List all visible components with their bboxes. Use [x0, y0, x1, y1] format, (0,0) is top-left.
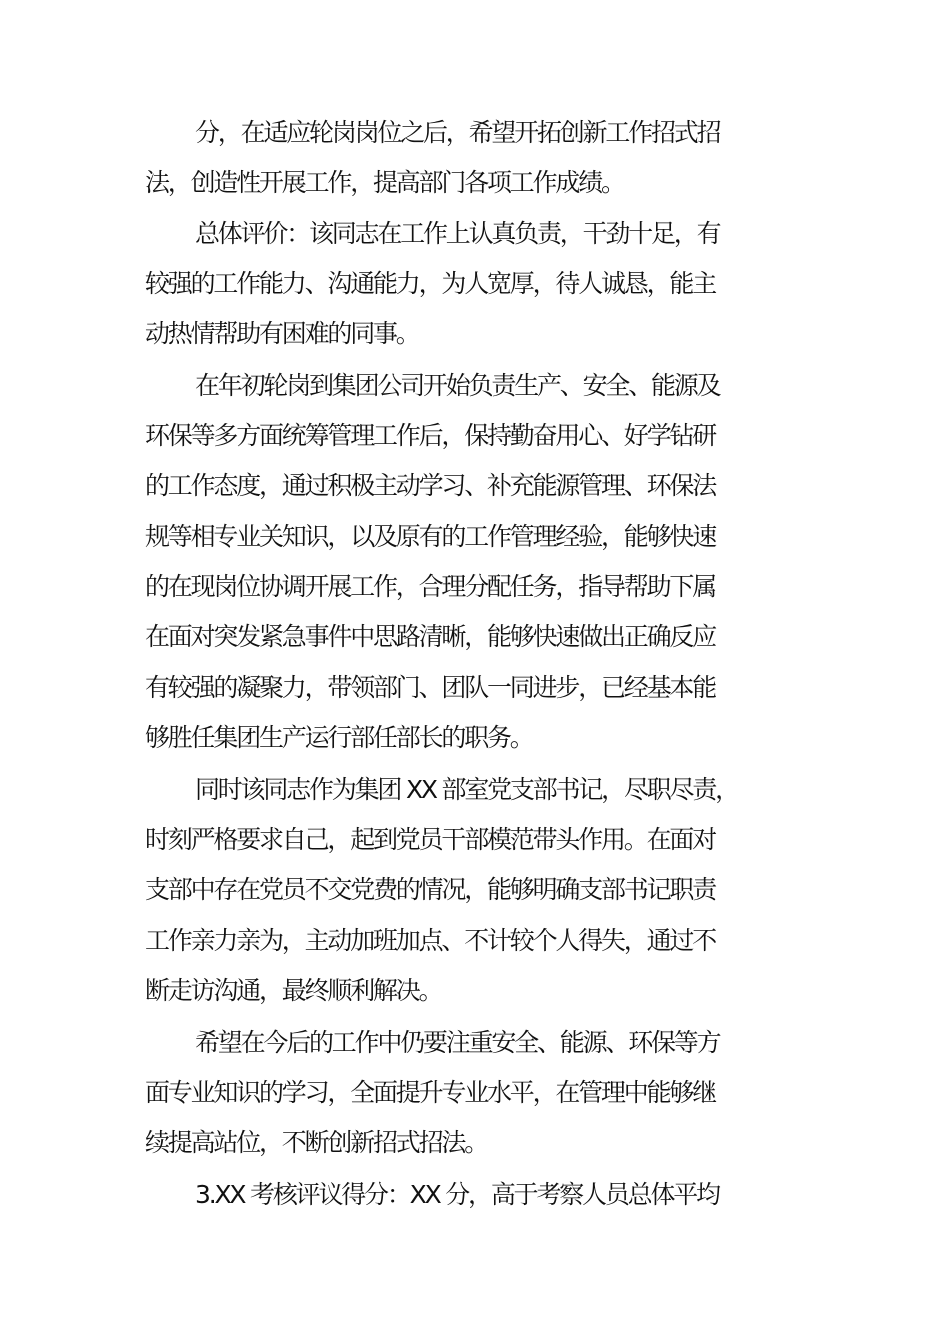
text-line-20: 面专业知识的学习，全面提升专业水平，在管理中能够继 — [145, 1078, 716, 1107]
text-line-11: 在面对突发紧急事件中思路清晰，能够快速做出正确反应 — [145, 622, 716, 651]
text-line-22: 3.XX 考核评议得分：XX 分，高于考察人员总体平均 — [195, 1180, 719, 1209]
text-line-3: 总体评价：该同志在工作上认真负责，干劲十足，有 — [195, 219, 720, 248]
text-line-7: 环保等多方面统筹管理工作后，保持勤奋用心、好学钻研 — [145, 421, 716, 450]
text-line-14: 同时该同志作为集团 XX 部室党支部书记，尽职尽责， — [195, 775, 738, 804]
text-line-10: 的在现岗位协调开展工作，合理分配任务，指导帮助下属 — [145, 572, 716, 601]
text-line-12: 有较强的凝聚力，带领部门、团队一同进步，已经基本能 — [145, 673, 716, 702]
text-line-13: 够胜任集团生产运行部任部长的职务。 — [145, 723, 533, 752]
text-line-15: 时刻严格要求自己，起到党员干部模范带头作用。在面对 — [145, 825, 716, 854]
text-line-4: 较强的工作能力、沟通能力，为人宽厚，待人诚恳，能主 — [145, 269, 716, 298]
text-line-18: 断走访沟通，最终顺利解决。 — [145, 976, 442, 1005]
text-line-5: 动热情帮助有困难的同事。 — [145, 319, 419, 348]
text-line-19: 希望在今后的工作中仍要注重安全、能源、环保等方 — [195, 1028, 720, 1057]
text-line-1: 分，在适应轮岗岗位之后，希望开拓创新工作招式招 — [195, 118, 720, 147]
text-line-9: 规等相专业关知识，以及原有的工作管理经验，能够快速 — [145, 522, 716, 551]
text-line-16: 支部中存在党员不交党费的情况，能够明确支部书记职责 — [145, 875, 716, 904]
text-line-21: 续提高站位，不断创新招式招法。 — [145, 1128, 488, 1157]
text-line-6: 在年初轮岗到集团公司开始负责生产、安全、能源及 — [195, 371, 720, 400]
text-line-17: 工作亲力亲为，主动加班加点、不计较个人得失，通过不 — [145, 926, 716, 955]
text-line-8: 的工作态度，通过积极主动学习、补充能源管理、环保法 — [145, 471, 716, 500]
text-line-2: 法，创造性开展工作，提高部门各项工作成绩。 — [145, 168, 624, 197]
